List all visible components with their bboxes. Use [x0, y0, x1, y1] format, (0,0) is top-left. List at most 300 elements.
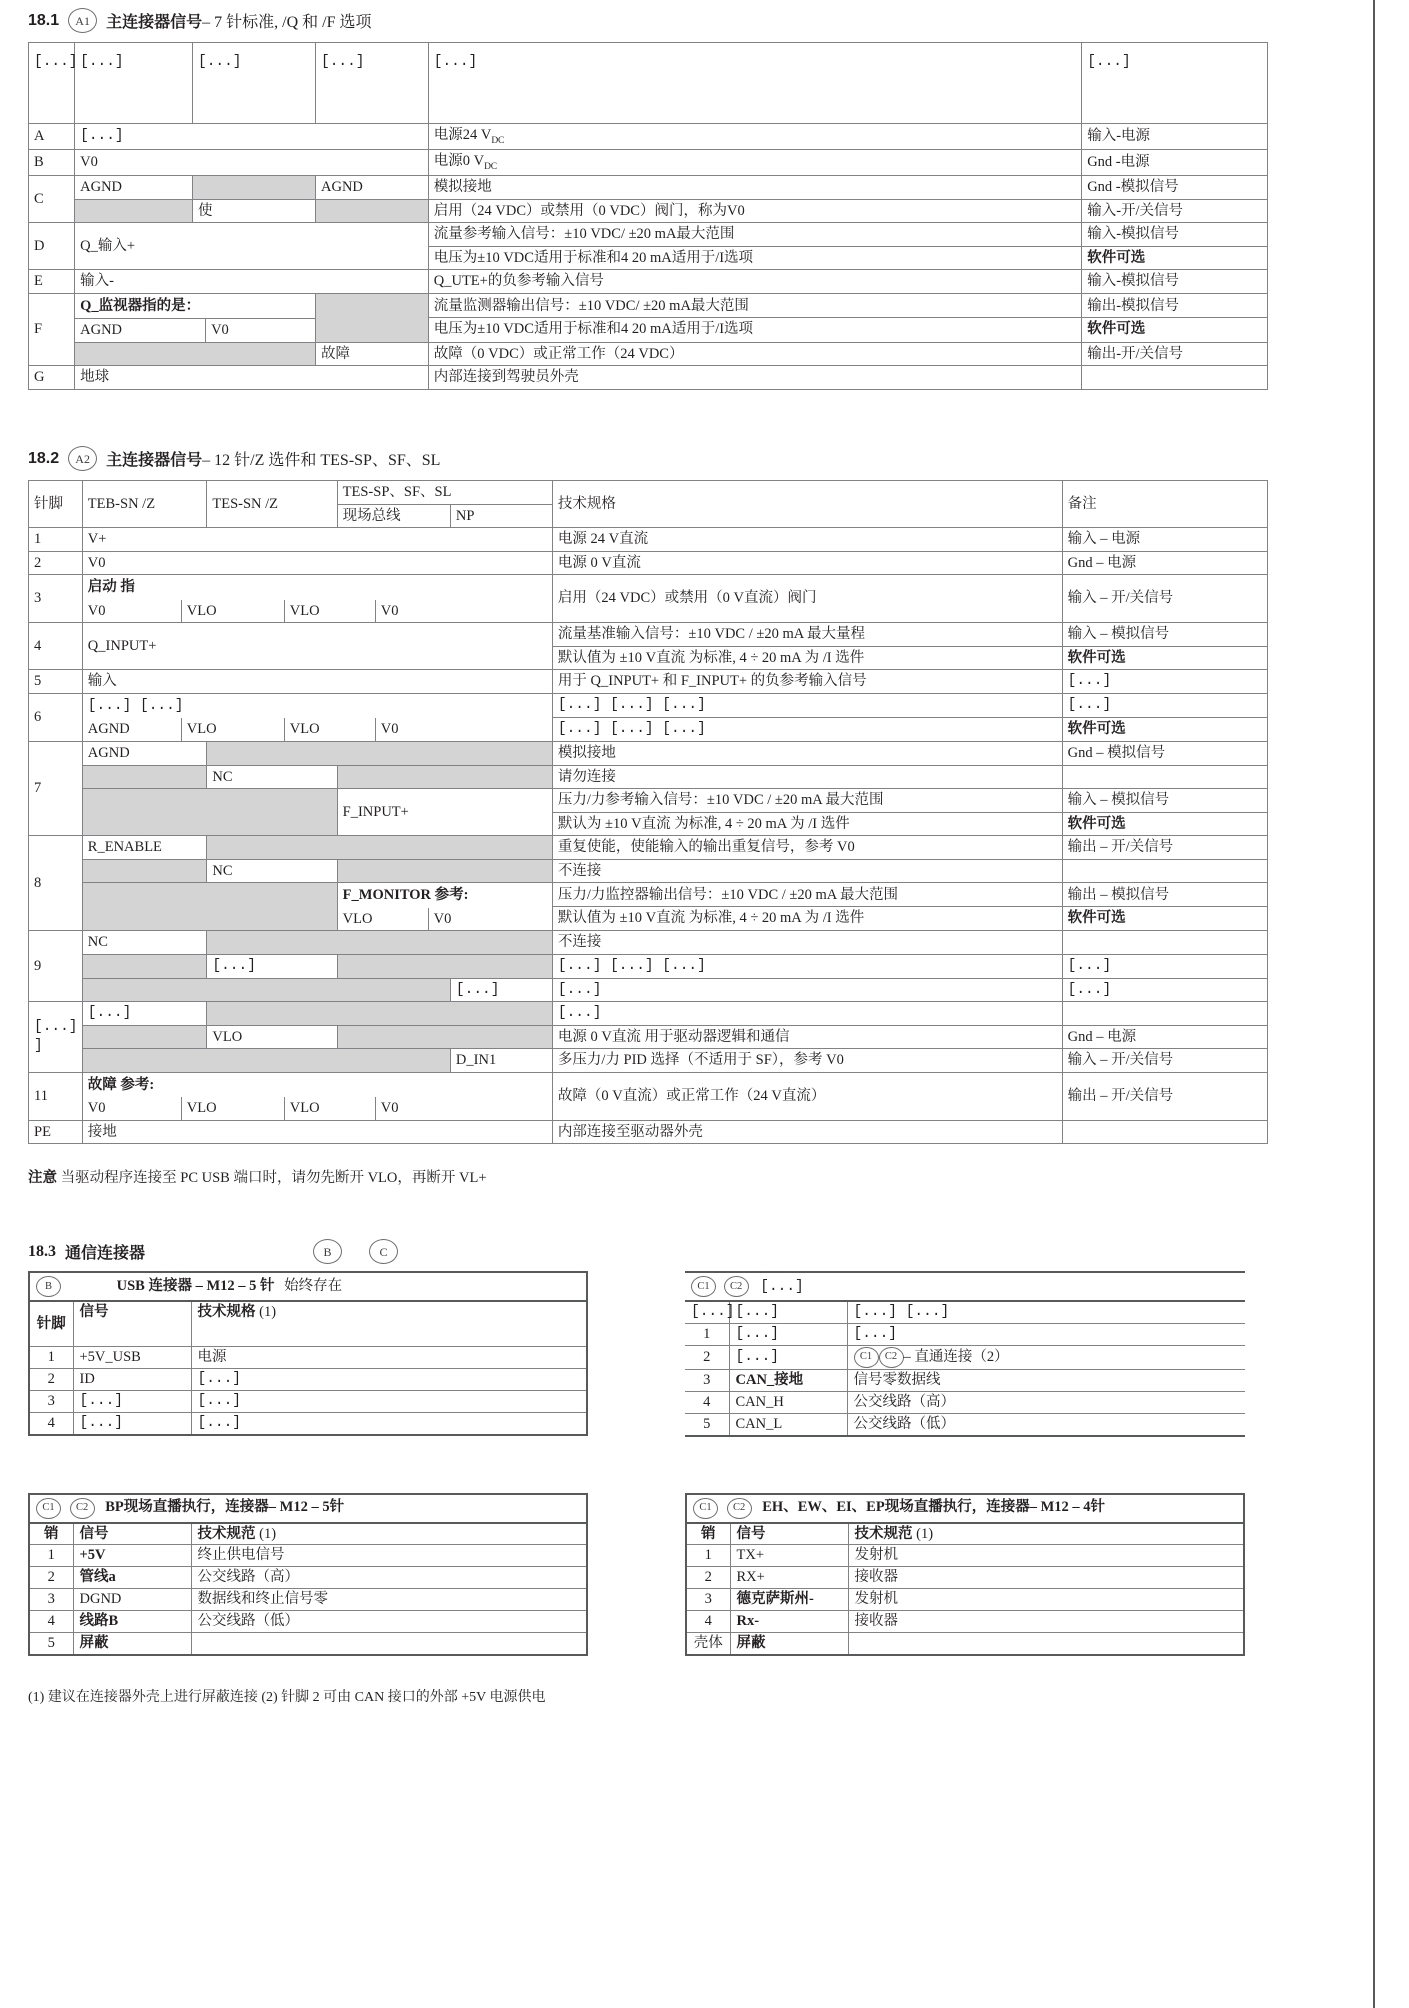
cell-remark: 输入 – 电源 — [1062, 528, 1267, 552]
cell-signal: Q_输入+ — [75, 223, 429, 270]
cell-spec: 公交线路（低） — [191, 1610, 587, 1632]
th-pin: [...] — [685, 1301, 729, 1323]
cell-spec: 电源 24 V直流 — [552, 528, 1062, 552]
cell-remark — [1062, 623, 1267, 670]
cell-pin: 5 — [685, 1413, 729, 1435]
section-18-1-title: 主连接器信号– 7 针标准, /Q 和 /F 选项 — [106, 14, 372, 31]
cell-fieldbus-title: F_MONITOR 参考: — [342, 887, 469, 904]
th-spec: [...] — [428, 43, 1081, 124]
cell-np: [...] — [450, 978, 552, 1002]
cell-signal-title: Q_监视器指的是： — [75, 294, 315, 320]
cell-fieldbus: VLO — [284, 600, 375, 623]
cell-remark: Gnd -电源 — [1082, 150, 1268, 176]
cell-blank — [82, 954, 207, 978]
cell-spec — [552, 623, 1062, 670]
th-signal: 信号 — [73, 1301, 191, 1347]
cell-blank — [207, 742, 553, 766]
section-18-1-heading — [28, 8, 1268, 33]
cell-pin: 2 — [29, 551, 83, 575]
fieldbus-subtable — [338, 908, 552, 931]
cell-remark-line1: 输入 – 模拟信号 — [1063, 789, 1267, 813]
table-row — [686, 1545, 1244, 1567]
cell-pin: 3 — [685, 1370, 729, 1392]
cell-spec-line2: 电压为±10 VDC适用于标准和4 20 mA适用于/I选项 — [433, 321, 754, 338]
connector-chip-c: C — [369, 1239, 398, 1264]
cell-fieldbus: F_INPUT+ — [337, 789, 552, 836]
th-fieldbus: 现场总线 — [337, 504, 450, 528]
cell-teb: V0 — [83, 1097, 182, 1120]
table-row — [29, 1025, 1268, 1049]
signal-subtable — [83, 718, 552, 741]
cell-pin: 3 — [29, 575, 83, 623]
cell-spec — [552, 883, 1062, 931]
cell-pin-line1: [...] — [34, 1019, 78, 1036]
cell-spec: 用于 Q_INPUT+ 和 F_INPUT+ 的负参考输入信号 — [552, 670, 1062, 694]
cell-spec: 模拟接地 — [552, 742, 1062, 766]
section-18-3-number: 18.3 — [28, 1242, 56, 1260]
table-row — [29, 223, 1268, 270]
cell-spec: 电源 0 V直流 — [552, 551, 1062, 575]
cell-signal: Rx- — [730, 1610, 848, 1632]
cell-pin: 2 — [686, 1567, 730, 1589]
table-row — [686, 1610, 1244, 1632]
note-182 — [28, 1166, 1268, 1187]
cell-tes: [...] — [207, 954, 337, 978]
th-signal: 信号 — [730, 1523, 848, 1545]
table-row — [29, 575, 1268, 623]
cell-remark: 输入-开/关信号 — [1082, 199, 1268, 223]
connector-chip-c1: C1 — [36, 1498, 61, 1519]
cell-pin: 壳体 — [686, 1632, 730, 1654]
cell-blank — [82, 765, 207, 789]
section-18-2-number: 18.2 — [28, 449, 60, 467]
cell-remark — [1062, 789, 1267, 836]
cell-signal-title: 启动 指 — [87, 579, 135, 596]
usb-header-row — [29, 1301, 587, 1347]
table-row — [29, 836, 1268, 860]
table-row — [29, 1632, 587, 1654]
connector-chip-b: B — [36, 1276, 61, 1297]
cell-signal-title: 故障 参考: — [87, 1076, 155, 1093]
table-18-1-header-row — [29, 43, 1268, 124]
cell-spec: [...] — [191, 1391, 587, 1413]
cell-spec: 接收器 — [848, 1610, 1244, 1632]
table-row — [29, 1049, 1268, 1073]
table-row — [29, 293, 1268, 342]
cell-spec-text: – 直通连接（2） — [903, 1348, 1009, 1365]
cell-signal: TX+ — [730, 1545, 848, 1567]
cell-spec: [...] — [191, 1369, 587, 1391]
connector-chip-c1: C1 — [691, 1276, 716, 1297]
cell-remark — [1062, 931, 1267, 955]
cell-blank — [75, 199, 193, 223]
table-row — [29, 883, 1268, 931]
cell-remark — [1062, 883, 1267, 931]
cell-spec-line1: 流量监测器输出信号：±10 VDC/ ±20 mA最大范围 — [429, 295, 1081, 319]
can-table-wrap — [685, 1271, 1245, 1436]
cell-blank — [75, 342, 316, 366]
cell-blank — [82, 1025, 207, 1049]
cell-pin: F — [29, 293, 75, 366]
cell-np: V0 — [380, 1100, 399, 1117]
can-caption — [685, 1272, 1245, 1301]
cell-spec-line1: 流量参考输入信号：±10 VDC/ ±20 mA最大范围 — [429, 223, 1081, 247]
signal-subtable — [75, 319, 315, 342]
cell-spec-line2: [...] [...] [...] — [557, 720, 706, 737]
cell-tes: VLO — [181, 1097, 284, 1120]
cell-signal: 线路B — [73, 1610, 191, 1632]
signal-subtable — [83, 600, 552, 623]
cell-spec: 接收器 — [848, 1567, 1244, 1589]
cell-spec — [847, 1346, 1245, 1370]
cell-spec: 公交线路（高） — [847, 1391, 1245, 1413]
can-caption-text: [...] — [760, 1279, 804, 1296]
table-row — [29, 150, 1268, 176]
connector-chip-a1: A1 — [68, 8, 97, 33]
th-spec: 技术规范 (1) — [848, 1523, 1244, 1545]
connector-chip-c2: C2 — [879, 1347, 904, 1368]
cell-signal-v0: V0 — [211, 322, 229, 339]
bp-caption-text: BP现场直播执行，连接器– M12 – 5针 — [105, 1499, 345, 1516]
cell-remark-line1: [...] — [1063, 694, 1267, 718]
cell-spec — [191, 1632, 587, 1654]
cell-spec: 模拟接地 — [428, 176, 1081, 200]
cell-blank — [337, 954, 552, 978]
cell-tes: VLO — [207, 1025, 337, 1049]
cell-spec: [...] [...] [...] — [552, 954, 1062, 978]
cell-pin: D — [29, 223, 75, 270]
cell-remark — [1062, 1120, 1267, 1144]
cell-spec-line1: 压力/力监控器输出信号：±10 VDC / ±20 mA 最大范围 — [553, 884, 1062, 908]
cell-spec: 多压力/力 PID 选择（不适用于 SF），参考 V0 — [552, 1049, 1062, 1073]
cell-teb: R_ENABLE — [82, 836, 207, 860]
cell-spec: 发射机 — [848, 1589, 1244, 1611]
usb-caption-light: 始终存在 — [284, 1278, 343, 1295]
cell-remark: [...] — [1062, 954, 1267, 978]
cell-signal: [...] — [729, 1324, 847, 1346]
cell-pin: 1 — [686, 1545, 730, 1567]
table-row — [29, 765, 1268, 789]
th-remark: [...] — [1082, 43, 1268, 124]
cell-signal: DGND — [73, 1589, 191, 1611]
cell-spec — [428, 293, 1081, 342]
cell-signal: CAN_接地 — [729, 1370, 847, 1392]
cell-remark-line1: 输入 – 模拟信号 — [1063, 623, 1267, 647]
th-tes: TES-SN /Z — [207, 481, 337, 528]
table-row — [29, 1347, 587, 1369]
cell-remark — [1082, 366, 1268, 390]
cell-spec: 不连接 — [552, 859, 1062, 883]
cell-pin: B — [29, 150, 75, 176]
cell-blank — [82, 1049, 450, 1073]
cell-pin: 3 — [686, 1589, 730, 1611]
th-signal: 信号 — [73, 1523, 191, 1545]
cell-pin: 3 — [29, 1391, 73, 1413]
eh-header-row — [686, 1523, 1244, 1545]
th-spec: 技术规格 (1) — [191, 1301, 587, 1347]
cell-signal: V0 — [82, 551, 552, 575]
eh-caption-row — [686, 1494, 1244, 1523]
connector-chip-c1: C1 — [854, 1347, 879, 1368]
cell-pin: E — [29, 270, 75, 294]
cell-pin: 11 — [29, 1072, 83, 1120]
cell-pin: 4 — [685, 1391, 729, 1413]
table-row — [29, 199, 1268, 223]
cell-remark: 输入 – 开/关信号 — [1062, 575, 1267, 623]
bp-table-wrap — [28, 1493, 588, 1656]
table-row — [29, 124, 1268, 150]
cell-signal: 输入 — [82, 670, 552, 694]
connector-chip-c1: C1 — [693, 1498, 718, 1519]
eh-caption — [686, 1494, 1244, 1523]
cell-remark — [1062, 765, 1267, 789]
cell-remark — [1062, 1002, 1267, 1026]
connector-chip-b: B — [313, 1239, 342, 1264]
cell-remark-line2: 软件可选 — [1087, 249, 1146, 266]
cell-signal: V0 — [75, 150, 429, 176]
table-row — [29, 1610, 587, 1632]
cell-teb: V0 — [83, 600, 182, 623]
cell-signal: +5V — [73, 1545, 191, 1567]
usb-caption-bold: USB 连接器 – M12 – 5 针 — [116, 1278, 275, 1295]
table-row — [29, 859, 1268, 883]
cell-spec: 故障（0 VDC）或正常工作（24 VDC） — [428, 342, 1081, 366]
th-teb: TEB-SN /Z — [82, 481, 207, 528]
cell-signal-title: [...] [...] — [87, 697, 184, 714]
cell-tes: NC — [207, 765, 337, 789]
cell-signal: ID — [73, 1369, 191, 1391]
section-18-2-heading — [28, 446, 1268, 471]
cell-pin: A — [29, 124, 75, 150]
cell-pin: 7 — [29, 742, 83, 836]
cell-signal: 接地 — [82, 1120, 552, 1144]
th-spec: 技术规范 (1) — [191, 1523, 587, 1545]
table-row — [29, 1391, 587, 1413]
connector-chip-c2: C2 — [70, 1498, 95, 1519]
cell-spec: 发射机 — [848, 1545, 1244, 1567]
cell-signal: Q_INPUT+ — [82, 623, 552, 670]
cell-tes: VLO — [181, 600, 284, 623]
table-row — [29, 528, 1268, 552]
cell-remark: Gnd – 模拟信号 — [1062, 742, 1267, 766]
cell-spec: 内部连接到驾驶员外壳 — [428, 366, 1081, 390]
table-row — [685, 1324, 1245, 1346]
cell-blank — [193, 176, 316, 200]
cell-remark: 输出 – 开/关信号 — [1062, 1072, 1267, 1120]
cell-spec: 电源0 $V_{DC}$ — [428, 150, 1081, 176]
table-can-connector — [685, 1271, 1245, 1436]
eh-table-wrap — [685, 1493, 1245, 1656]
cell-blank — [207, 1002, 553, 1026]
cell-remark-line2: 软件可选 — [1067, 815, 1126, 832]
table-usb-connector — [28, 1271, 588, 1435]
cell-blank — [337, 1025, 552, 1049]
connector-chip-c2: C2 — [724, 1276, 749, 1297]
cell-signal: 屏蔽 — [73, 1632, 191, 1654]
table-18-2 — [28, 480, 1268, 1144]
cell-spec-line1: 流量基准输入信号：±10 VDC / ±20 mA 最大量程 — [553, 623, 1062, 647]
table-bp-connector — [28, 1493, 588, 1656]
bp-caption-row — [29, 1494, 587, 1523]
cell-tes: VLO — [181, 718, 284, 741]
cell-remark — [1082, 223, 1268, 270]
cell-pin: 6 — [29, 693, 83, 741]
cell-remark-line2: 软件可选 — [1067, 649, 1126, 666]
cell-remark-line2: 软件可选 — [1087, 321, 1146, 338]
table-18-1 — [28, 42, 1268, 390]
cell-pin: 8 — [29, 836, 83, 931]
cell-signal: [...] — [729, 1346, 847, 1370]
cell-pin: C — [29, 176, 75, 223]
table-row — [685, 1391, 1245, 1413]
cell-pin: 1 — [29, 1545, 73, 1567]
th-col4: [...] — [316, 43, 429, 124]
th-pin: 针脚 — [29, 481, 83, 528]
table-row — [29, 789, 1268, 836]
table-eh-connector — [685, 1493, 1245, 1656]
cell-spec — [552, 789, 1062, 836]
connector-chip-c2: C2 — [727, 1498, 752, 1519]
usb-table-wrap — [28, 1271, 588, 1435]
table-row — [29, 366, 1268, 390]
cell-spec-line2: 默认值为 ±10 V直流 为标准, 4 ÷ 20 mA 为 /I 选件 — [557, 910, 865, 927]
table-row — [686, 1589, 1244, 1611]
th-np: NP — [450, 504, 552, 528]
table-row — [29, 1545, 587, 1567]
cell-spec: 电源24 $V_{DC}$ — [428, 124, 1081, 150]
table-row — [29, 931, 1268, 955]
cell-remark: 输出 – 开/关信号 — [1062, 836, 1267, 860]
cell-blank — [316, 293, 429, 342]
cell-signal: CAN_L — [729, 1413, 847, 1435]
cell-pin: 2 — [685, 1346, 729, 1370]
cell-spec: [...] — [847, 1324, 1245, 1346]
cell-spec: 公交线路（高） — [191, 1567, 587, 1589]
cell-spec: [...] — [552, 978, 1062, 1002]
cell-spec-line1: [...] [...] [...] — [553, 694, 1062, 718]
note-label: 注意 — [28, 1170, 57, 1187]
cell-spec: 重复使能，使能输入的输出重复信号，参考 V0 — [552, 836, 1062, 860]
cell-spec — [848, 1632, 1244, 1654]
cell-spec: 电源 — [191, 1347, 587, 1369]
cell-signal-group — [82, 693, 552, 741]
table-row — [29, 1002, 1268, 1026]
cell-blank — [207, 931, 553, 955]
cell-signal: +5V_USB — [73, 1347, 191, 1369]
cell-np: V0 — [380, 602, 399, 619]
cell-spec: Q_UTE+的负参考输入信号 — [428, 270, 1081, 294]
cell-pin — [29, 1002, 83, 1073]
cell-spec: 公交线路（低） — [847, 1413, 1245, 1435]
cell-pin: G — [29, 366, 75, 390]
cell-tes: NC — [207, 859, 337, 883]
cell-remark: 输入-模拟信号 — [1082, 270, 1268, 294]
note-text: 当驱动程序连接至 PC USB 端口时，请勿先断开 VLO，再断开 VL+ — [60, 1170, 487, 1187]
cell-remark: [...] — [1062, 978, 1267, 1002]
cell-signal: [...] — [73, 1412, 191, 1434]
cell-spec-line2: 电压为±10 VDC适用于标准和4 20 mA适用于/I选项 — [433, 249, 754, 266]
cell-spec: 数据线和终止信号零 — [191, 1589, 587, 1611]
th-signal: [...] — [75, 43, 193, 124]
cell-blank — [316, 199, 429, 223]
table-row — [29, 1567, 587, 1589]
section-18-3-title: 通信连接器 — [65, 1245, 146, 1263]
can-header-row — [685, 1301, 1245, 1323]
table-18-2-header-row — [29, 481, 1268, 505]
connector-chip-a2: A2 — [68, 446, 97, 471]
cell-remark: [...] — [1062, 670, 1267, 694]
table-row — [29, 1589, 587, 1611]
th-pin: 销 — [29, 1523, 73, 1545]
cell-teb: [...] — [82, 1002, 207, 1026]
comm-tables-row-1 — [28, 1271, 1268, 1436]
cell-spec: 电源 0 V直流 用于驱动器逻辑和通信 — [552, 1025, 1062, 1049]
cell-blank — [82, 978, 450, 1002]
cell-remark — [1062, 693, 1267, 741]
cell-fieldbus: VLO — [284, 1097, 375, 1120]
cell-np: V0 — [380, 721, 399, 738]
table-row — [29, 1412, 587, 1434]
table-row — [29, 1120, 1268, 1144]
section-18-1-number: 18.1 — [28, 11, 60, 29]
cell-pin: PE — [29, 1120, 83, 1144]
cell-signal: 地球 — [75, 366, 429, 390]
table-row — [29, 693, 1268, 741]
cell-signal: 德克萨斯州- — [730, 1589, 848, 1611]
th-pin: [...] — [29, 43, 75, 124]
cell-remark: Gnd -模拟信号 — [1082, 176, 1268, 200]
cell-pin: 3 — [29, 1589, 73, 1611]
th-col3: [...] — [193, 43, 316, 124]
eh-caption-text: EH、EW、EI、EP现场直播执行，连接器– M12 – 4针 — [762, 1499, 1106, 1516]
table-row — [29, 270, 1268, 294]
th-spec: [...] [...] — [847, 1301, 1245, 1323]
cell-pin: 9 — [29, 931, 83, 1002]
section-18-3-heading — [28, 1239, 1268, 1264]
cell-signal: V+ — [82, 528, 552, 552]
cell-blank — [82, 859, 207, 883]
signal-subtable — [83, 1097, 552, 1120]
cell-spec: [...] — [191, 1412, 587, 1434]
th-pin: 销 — [686, 1523, 730, 1545]
cell-remark: Gnd – 电源 — [1062, 551, 1267, 575]
table-row — [685, 1370, 1245, 1392]
table-row — [29, 742, 1268, 766]
cell-pin: 4 — [29, 1610, 73, 1632]
cell-signal: CAN_H — [729, 1391, 847, 1413]
comm-tables-row-2 — [28, 1493, 1268, 1656]
cell-fieldbus-vlo: VLO — [338, 908, 429, 931]
cell-pin: 4 — [29, 623, 83, 670]
cell-col4: AGND — [316, 176, 429, 200]
cell-fieldbus-group — [337, 883, 552, 931]
cell-signal: [...] — [73, 1391, 191, 1413]
cell-remark-line1: 输出-模拟信号 — [1082, 295, 1267, 319]
cell-fieldbus: VLO — [284, 718, 375, 741]
cell-signal: 输入- — [75, 270, 429, 294]
table-row — [29, 670, 1268, 694]
cell-spec: 启用（24 VDC）或禁用（0 VDC）阀门，称为V0 — [428, 199, 1081, 223]
cell-np-v0: V0 — [433, 910, 452, 927]
table-row — [685, 1346, 1245, 1370]
usb-caption — [29, 1272, 587, 1301]
table-row — [29, 342, 1268, 366]
cell-spec: 启用（24 VDC）或禁用（0 V直流）阀门 — [552, 575, 1062, 623]
cell-spec — [428, 223, 1081, 270]
cell-remark — [1062, 859, 1267, 883]
cell-spec: 故障（0 V直流）或正常工作（24 V直流） — [552, 1072, 1062, 1120]
cell-pin-line2: ] — [34, 1037, 43, 1054]
